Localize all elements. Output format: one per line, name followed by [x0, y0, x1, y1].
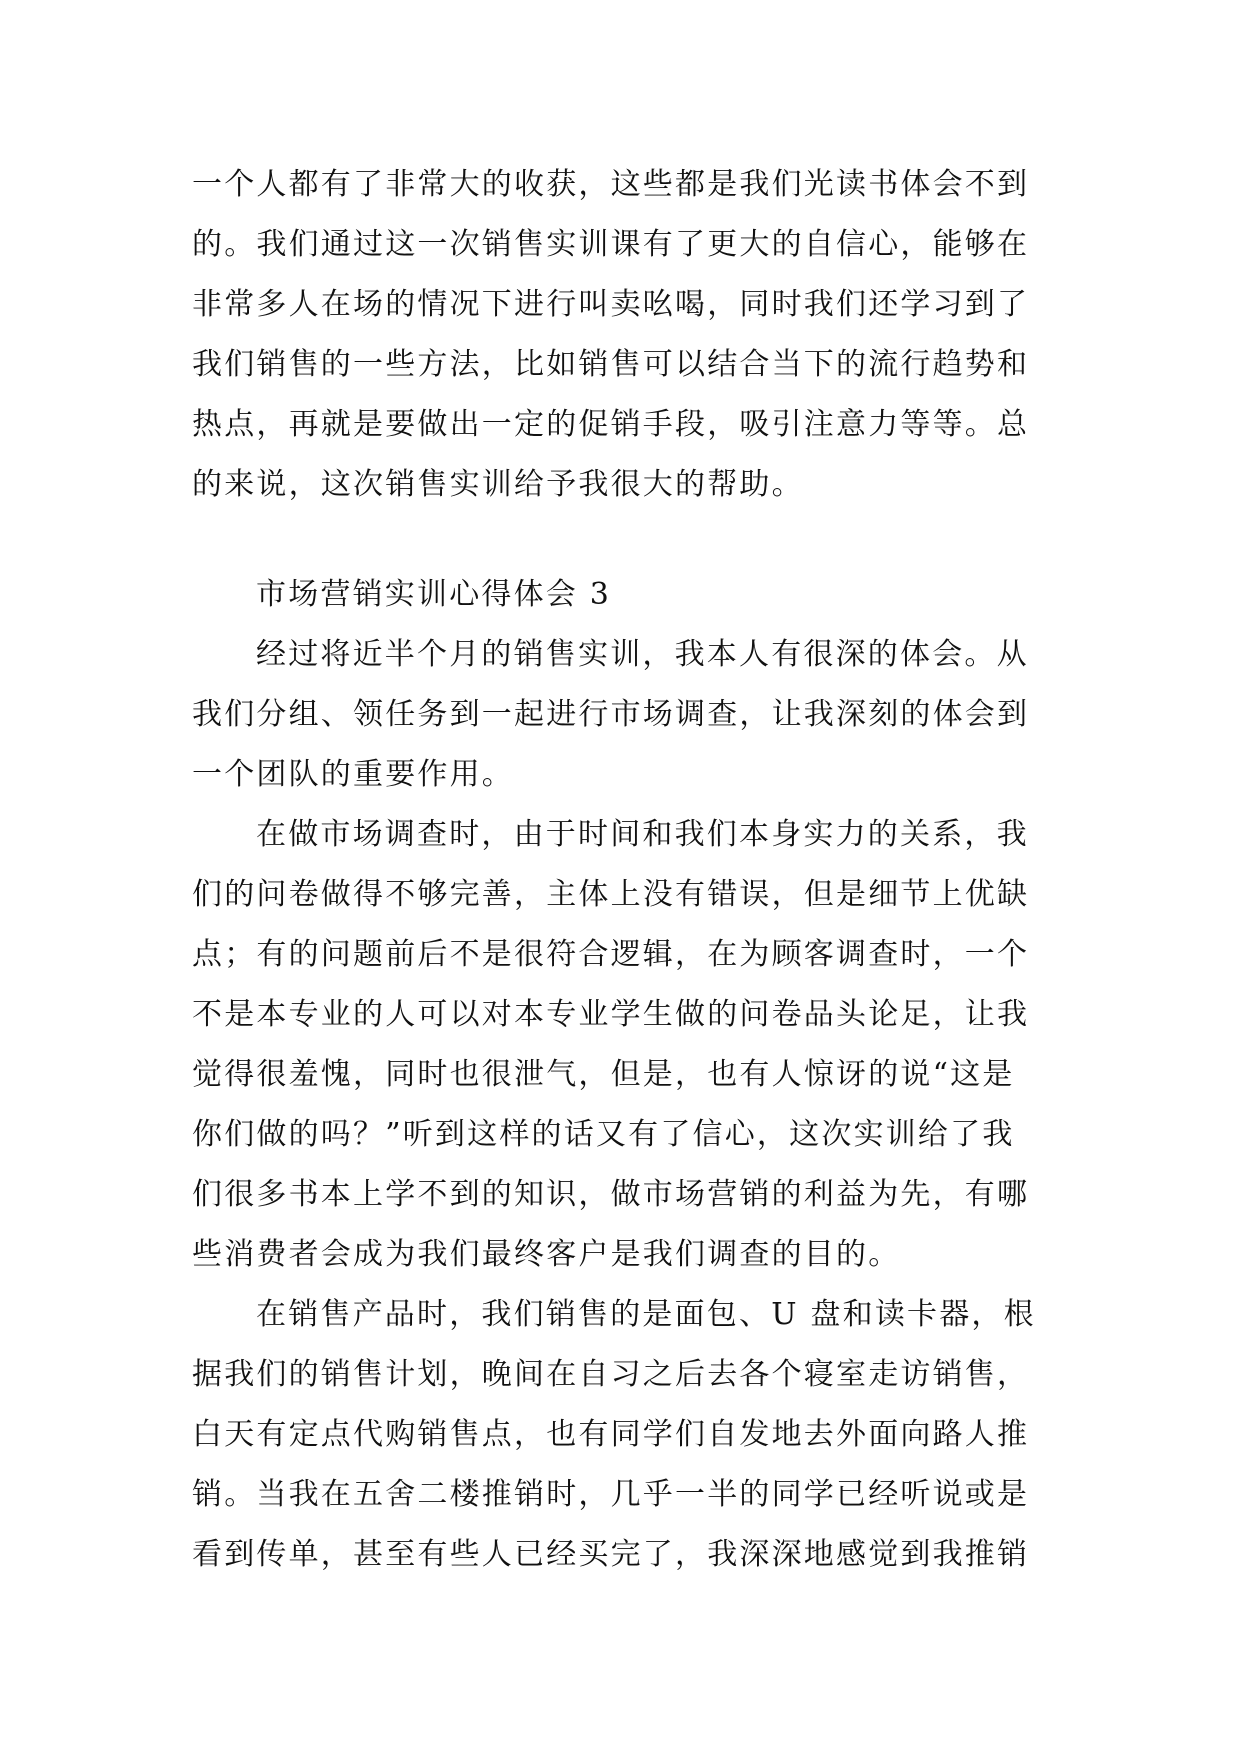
- paragraph-line: 些消费者会成为我们最终客户是我们调查的目的。: [192, 1237, 901, 1272]
- paragraph-line: 经过将近半个月的销售实训，我本人有很深的体会。从: [256, 637, 1029, 672]
- paragraph-line: 据我们的销售计划，晚间在自习之后去各个寝室走访销售，: [192, 1357, 1030, 1392]
- paragraph-line: 在销售产品时，我们销售的是面包、U 盘和读卡器，根: [256, 1297, 1036, 1332]
- paragraph-line: 不是本专业的人可以对本专业学生做的问卷品头论足，让我: [192, 997, 1030, 1032]
- paragraph-line: 看到传单，甚至有些人已经买完了，我深深地感觉到我推销: [192, 1537, 1030, 1572]
- paragraph-line: 销。当我在五舍二楼推销时，几乎一半的同学已经听说或是: [192, 1477, 1030, 1512]
- paragraph-line: 们很多书本上学不到的知识，做市场营销的利益为先，有哪: [192, 1177, 1030, 1212]
- paragraph-line: 一个人都有了非常大的收获，这些都是我们光读书体会不到: [192, 167, 1030, 202]
- paragraph-line: 觉得很羞愧，同时也很泄气，但是，也有人惊讶的说“这是: [192, 1057, 1015, 1092]
- paragraph-line: 一个团队的重要作用。: [192, 757, 514, 792]
- paragraph-line: 在做市场调查时，由于时间和我们本身实力的关系，我: [256, 817, 1029, 852]
- section-3: [192, 565, 1052, 1585]
- paragraph-line: 我们销售的一些方法，比如销售可以结合当下的流行趋势和: [192, 347, 1030, 382]
- paragraph-line: 们的问卷做得不够完善，主体上没有错误，但是细节上优缺: [192, 877, 1030, 912]
- paragraph-line: 的来说，这次销售实训给予我很大的帮助。: [192, 467, 804, 502]
- continued-paragraph: [192, 155, 1052, 515]
- paragraph-line: 的。我们通过这一次销售实训课有了更大的自信心，能够在: [192, 227, 1030, 262]
- paragraph-line: 非常多人在场的情况下进行叫卖吆喝，同时我们还学习到了: [192, 287, 1030, 322]
- paragraph-line: 我们分组、领任务到一起进行市场调查，让我深刻的体会到: [192, 697, 1030, 732]
- paragraph-line: 热点，再就是要做出一定的促销手段，吸引注意力等等。总: [192, 407, 1030, 442]
- paragraph-line: 白天有定点代购销售点，也有同学们自发地去外面向路人推: [192, 1417, 1030, 1452]
- paragraph-line: 点；有的问题前后不是很符合逻辑，在为顾客调查时，一个: [192, 937, 1030, 972]
- paragraph-line: 你们做的吗？”听到这样的话又有了信心，这次实训给了我: [192, 1117, 1015, 1152]
- section-heading: 市场营销实训心得体会 3: [256, 577, 612, 612]
